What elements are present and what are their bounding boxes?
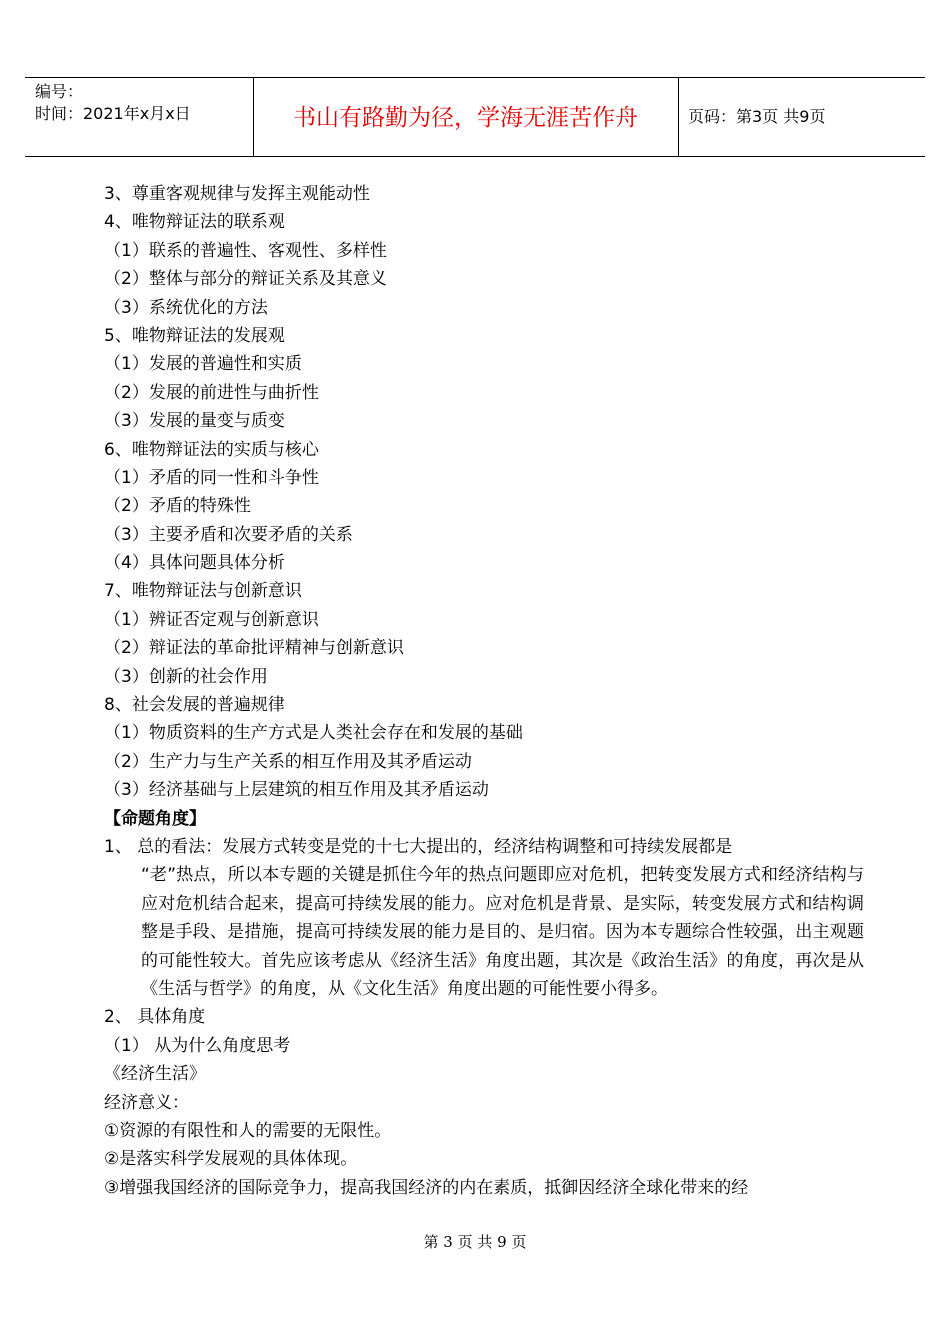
overview-paragraph-body: “老”热点，所以本专题的关键是抓住今年的热点问题即应对危机，把转变发展方式和经济结构与应对危机结合起来，提高可持续发展的能力。应对危机是背景、是实际，转变发展方式和结构调整是手段、是措施，提高可持续发展的能力是目的、是归宿。因为本专题综合性较强，出主观题的可能性较大。首先应该考虑从《经济生活》角度出题，其次是《政治生活》的角度，再次是从《生活与哲学》的角度，从《文化生活》角度出题的可能性要小得多。 [141,865,864,1000]
meaning-item: ③增强我国经济的国际竞争力，提高我国经济的内在素质，抵御因经济全球化带来的经 [104,1177,749,1198]
outline-item: 4、唯物辩证法的联系观 [104,212,285,233]
outline-item: （2）发展的前进性与曲折性 [104,382,319,403]
page-footer: 第 3 页 共 9 页 [423,1233,527,1251]
outline-item: （2）矛盾的特殊性 [104,496,251,517]
outline-item: （2）辩证法的革命批评精神与创新意识 [104,638,404,659]
outline-item: （1）物质资料的生产方式是人类社会存在和发展的基础 [104,723,523,744]
header-page-info: 页码：第3页 共9页 [688,107,826,126]
overview-paragraph-first-line: 1、 总的看法：发展方式转变是党的十七大提出的，经济结构调整和可持续发展都是 [104,836,733,857]
book-title: 《经济生活》 [104,1064,206,1085]
document-time-label: 时间：2021年x月x日 [35,104,191,123]
outline-item: （3）系统优化的方法 [104,297,268,318]
outline-item: （3）主要矛盾和次要矛盾的关系 [104,524,353,545]
outline-item: （1）矛盾的同一性和斗争性 [104,467,319,488]
outline-item: （3）创新的社会作用 [104,666,268,687]
outline-item: 8、社会发展的普遍规律 [104,695,285,716]
outline-item: （1）辨证否定观与创新意识 [104,609,319,630]
meaning-label: 经济意义： [104,1092,189,1113]
subsection-heading: 2、 具体角度 [104,1007,206,1028]
header-motto: 书山有路勤为径，学海无涯苦作舟 [293,105,638,131]
outline-item: （3）发展的量变与质变 [104,411,285,432]
outline-item: 5、唯物辩证法的发展观 [104,325,285,346]
outline-item: （3）经济基础与上层建筑的相互作用及其矛盾运动 [104,780,489,801]
outline-item: （1）联系的普遍性、客观性、多样性 [104,240,387,261]
section-heading: 【命题角度】 [104,808,206,829]
meaning-item: ②是落实科学发展观的具体体现。 [104,1149,358,1170]
outline-item: 3、尊重客观规律与发挥主观能动性 [104,184,370,204]
document-number-label: 编号： [35,82,84,101]
subsection-item: （1） 从为什么角度思考 [104,1035,291,1056]
header-motto-cell [253,78,679,156]
outline-item: （4）具体问题具体分析 [104,553,285,574]
outline-item: （1）发展的普遍性和实质 [104,354,302,375]
outline-item: （2）生产力与生产关系的相互作用及其矛盾运动 [104,751,472,772]
header-left-cell [25,78,254,156]
outline-item: 6、唯物辩证法的实质与核心 [104,439,319,460]
header-right-cell [678,78,925,156]
document-body [104,180,864,1202]
page-header [25,77,925,157]
outline-item: 7、唯物辩证法与创新意识 [104,581,302,602]
overview-paragraph [104,833,864,1003]
meaning-item: ①资源的有限性和人的需要的无限性。 [104,1120,392,1141]
outline-item: （2）整体与部分的辩证关系及其意义 [104,269,387,290]
